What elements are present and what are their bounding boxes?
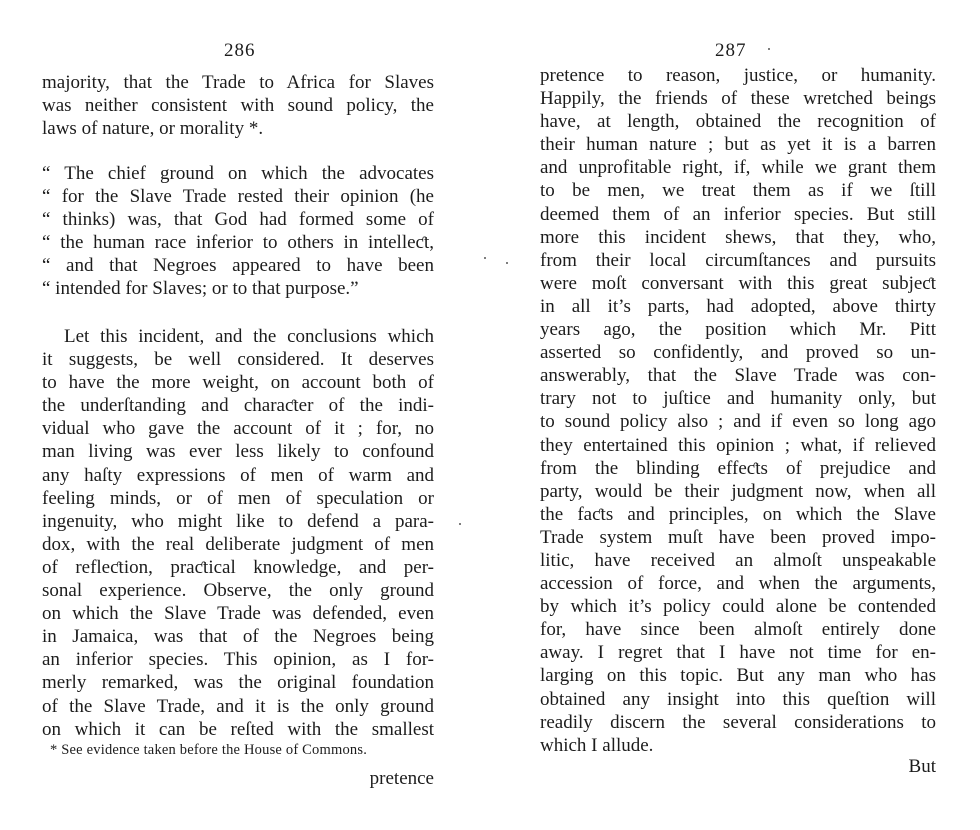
- text-line: sonal experience. Observe, the only ground: [42, 580, 434, 602]
- text-line: on which the Slave Trade was defended, even: [42, 603, 434, 625]
- text-line: to be men, we treat them as if we ſtill: [540, 180, 936, 202]
- quote-line: “ thinks) was, that God had formed some of: [42, 209, 434, 231]
- text-line: years ago, the position which Mr. Pitt: [540, 319, 936, 341]
- text-line: larging on this topic. But any man who has: [540, 665, 936, 687]
- text-line: more this incident shews, that they, who,: [540, 226, 936, 248]
- text-line: from the blinding effeƈts of prejudice and: [540, 457, 936, 479]
- text-line: Let this incident, and the conclusions which: [64, 326, 434, 347]
- text-line: by which it’s policy could alone be contended: [540, 596, 936, 618]
- text-line: feeling minds, or of men of speculation or: [42, 487, 434, 509]
- footnote: * See evidence taken before the House of Commons.: [50, 742, 368, 758]
- text-line: Happily, the friends of these wretched beings: [540, 88, 936, 110]
- text-line: asserted so confidently, and proved so un-: [540, 342, 936, 364]
- text-line: accession of force, and when the arguments,: [540, 573, 936, 595]
- text-line: pretence to reason, justice, or humanity.: [540, 65, 936, 86]
- text-line: litic, have received an almoſt unspeakable: [540, 549, 936, 571]
- text-line: have, at length, obtained the recognition of: [540, 111, 936, 133]
- text-line: merly remarked, was the original foundation: [42, 672, 434, 694]
- page-number-right: 287: [715, 40, 747, 61]
- quote-line: “ for the Slave Trade rested their opinion (he: [42, 186, 434, 208]
- text-line: the faƈts and principles, on which the Slave: [540, 503, 936, 525]
- text-line: vidual who gave the account of it ; for, no: [42, 418, 434, 440]
- intro-paragraph: [42, 71, 434, 140]
- left-page: [42, 0, 434, 830]
- text-line: ingenuity, who might like to defend a para-: [42, 510, 434, 532]
- text-line: on which it can be reſted with the smallest: [42, 718, 434, 740]
- text-line: majority, that the Trade to Africa for Slaves: [42, 72, 434, 93]
- text-line: an inferior species. This opinion, as I for-: [42, 649, 434, 671]
- text-line: deemed them of an inferior species. But still: [540, 203, 936, 225]
- text-line: to have the more weight, on account both of: [42, 372, 434, 394]
- text-line: answerably, that the Slave Trade was con-: [540, 365, 936, 387]
- print-speck: [768, 48, 770, 50]
- text-line: which I allude.: [540, 734, 654, 756]
- text-line: laws of nature, or morality *.: [42, 118, 264, 140]
- print-speck: [484, 257, 486, 259]
- text-line: for, have since been almoſt entirely done: [540, 619, 936, 641]
- text-line: away. I regret that I have not time for en-: [540, 642, 936, 664]
- text-line: their human nature ; but as yet it is a barren: [540, 134, 936, 156]
- catchword-left: pretence: [369, 768, 434, 789]
- text-line: in Jamaica, was that of the Negroes being: [42, 626, 434, 648]
- quotation-paragraph: [42, 162, 434, 301]
- text-line: party, would be their judgment now, when all: [540, 480, 936, 502]
- text-line: the underſtanding and charaƈter of the indi-: [42, 395, 434, 417]
- text-line: trary not to juſtice and humanity only, but: [540, 388, 936, 410]
- text-line: to sound policy also ; and if even so long ago: [540, 411, 936, 433]
- right-page: [540, 0, 936, 830]
- text-line: obtained any insight into this queſtion will: [540, 688, 936, 710]
- print-speck: [459, 523, 461, 525]
- text-line: and unprofitable right, if, while we grant them: [540, 157, 936, 179]
- text-line: readily discern the several considerations to: [540, 711, 936, 733]
- text-line: in all it’s parts, had adopted, above thirty: [540, 295, 936, 317]
- text-line: was neither consistent with sound policy, the: [42, 95, 434, 117]
- text-line: they entertained this opinion ; what, if relieved: [540, 434, 936, 456]
- quote-line: “ intended for Slaves; or to that purpose.”: [42, 278, 359, 300]
- text-line: man living was ever less likely to confound: [42, 441, 434, 463]
- text-line: were moſt conversant with this great subjeƈt: [540, 272, 936, 294]
- text-line: it suggests, be well considered. It deserves: [42, 349, 434, 371]
- quote-line: “ the human race inferior to others in intelleƈt,: [42, 232, 434, 254]
- main-paragraph: [42, 325, 434, 741]
- text-line: of refleƈtion, praƈtical knowledge, and per-: [42, 556, 434, 578]
- text-line: of the Slave Trade, and it is the only ground: [42, 695, 434, 717]
- text-line: from their local circumſtances and pursuits: [540, 249, 936, 271]
- print-speck: [506, 262, 508, 264]
- quote-line: “ and that Negroes appeared to have been: [42, 255, 434, 277]
- page-number-left: 286: [224, 40, 256, 61]
- right-paragraph: [540, 64, 936, 757]
- catchword-right: But: [908, 756, 936, 777]
- text-line: dox, with the real deliberate judgment of men: [42, 533, 434, 555]
- quote-line: “ The chief ground on which the advocates: [42, 163, 434, 184]
- text-line: any haſty expressions of men of warm and: [42, 464, 434, 486]
- text-line: Trade system muſt have been proved impo-: [540, 526, 936, 548]
